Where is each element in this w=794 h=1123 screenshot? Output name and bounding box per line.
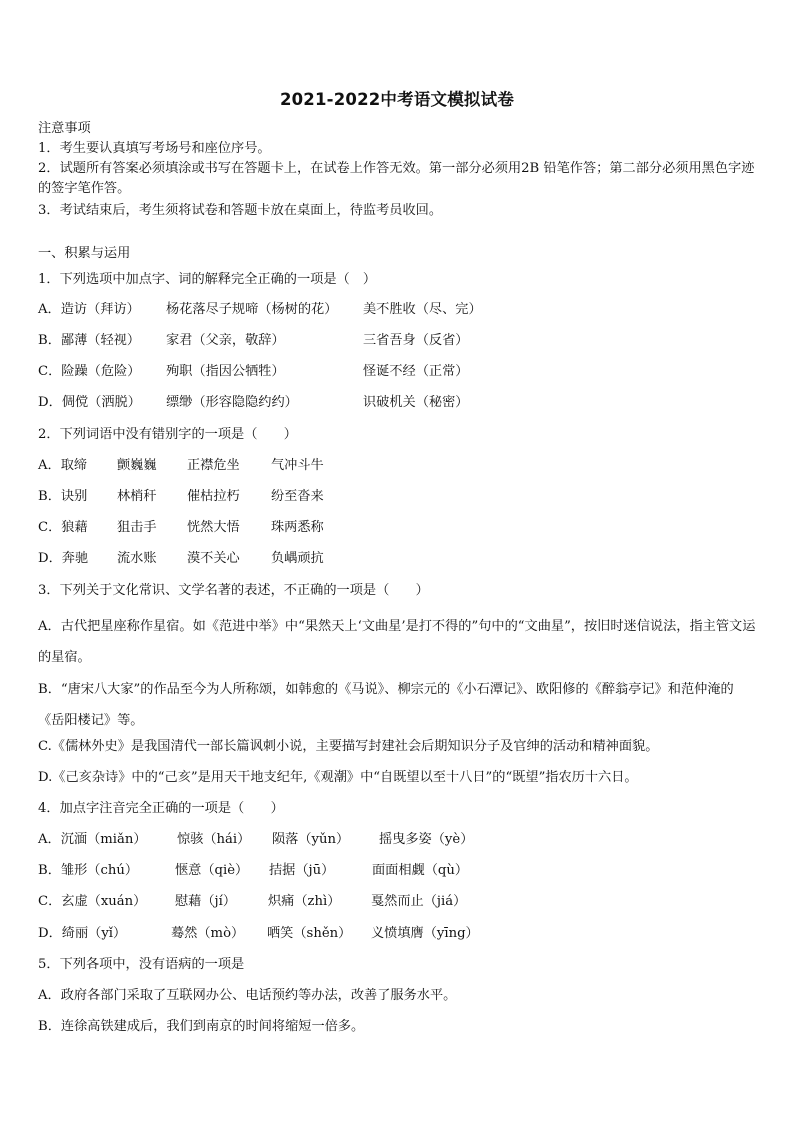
q4-c-part2: 慰藉（jí） xyxy=(175,894,237,909)
q1-stem: 1．下列选项中加点字、词的解释完全正确的一项是（ ） xyxy=(38,272,377,287)
q2-a-part1: A．取缔 xyxy=(38,458,88,473)
notice-item-3: 3．考试结束后，考生须将试卷和答题卡放在桌面上，待监考员收回。 xyxy=(38,203,443,218)
q3-option-c: C.《儒林外史》是我国清代一部长篇讽刺小说，主要描写封建社会后期知识分子及官绅的活动和精神面貌。 xyxy=(38,739,659,754)
q2-c-part1: C．狼藉 xyxy=(38,520,88,535)
page-title: 2021-2022中考语文模拟试卷 xyxy=(279,90,515,109)
q4-b-part1: B．雏形（chú） xyxy=(38,863,139,878)
section-heading: 一、积累与运用 xyxy=(38,246,131,261)
notice-item-1: 1．考生要认真填写考场号和座位序号。 xyxy=(38,141,271,156)
q2-a-part2: 颤巍巍 xyxy=(117,458,157,473)
q4-a-part2: 惊骇（hái） xyxy=(177,832,251,847)
q2-d-part1: D．奔驰 xyxy=(38,551,89,566)
q2-c-part3: 恍然大悟 xyxy=(187,520,240,535)
q2-d-part2: 流水账 xyxy=(117,551,157,566)
q1-c-part2: 殉职（指因公牺牲） xyxy=(166,364,285,379)
q5-option-b: B．连徐高铁建成后，我们到南京的时间将缩短一倍多。 xyxy=(38,1019,365,1034)
q4-b-part2: 惬意（qiè） xyxy=(175,863,249,878)
q2-b-part2: 林梢秆 xyxy=(117,489,157,504)
q2-a-part4: 气冲斗牛 xyxy=(271,458,324,473)
q2-d-part4: 负嵎顽抗 xyxy=(271,551,324,566)
q4-b-part4: 面面相觑（qù） xyxy=(372,863,469,878)
q4-d-part3: 哂笑（shěn） xyxy=(267,926,352,941)
notice-heading: 注意事项 xyxy=(38,121,91,136)
q2-c-part4: 珠两悉称 xyxy=(271,520,324,535)
q1-c-part1: C．险躁（危险） xyxy=(38,364,141,379)
q5-stem: 5．下列各项中，没有语病的一项是 xyxy=(38,957,245,972)
q1-b-part3: 三省吾身（反省） xyxy=(363,333,469,348)
q4-stem: 4．加点字注音完全正确的一项是（ ） xyxy=(38,801,284,816)
q3-option-a: A．古代把星座称作星宿。如《范进中举》中“果然天上‘文曲星’是打不得的”句中的“文曲星”，按旧时迷信说法，指主管文运的星宿。 xyxy=(38,619,756,665)
q2-c-part2: 狙击手 xyxy=(117,520,157,535)
q2-b-part4: 纷至沓来 xyxy=(271,489,324,504)
q3-stem: 3．下列关于文化常识、文学名著的表述，不正确的一项是（ ） xyxy=(38,583,429,598)
q4-c-part4: 戛然而止（jiá） xyxy=(371,894,467,909)
q4-c-part3: 炽痛（zhì） xyxy=(268,894,341,909)
q1-b-part2: 家君（父亲，敬辞） xyxy=(166,333,285,348)
q1-b-part1: B．鄙薄（轻视） xyxy=(38,333,141,348)
q1-a-part3: 美不胜收（尽、完） xyxy=(363,302,482,317)
q3-option-b: B．“唐宋八大家”的作品至今为人所称颂，如韩愈的《马说》、柳宗元的《小石潭记》、欧阳修的《醉翁亭记》和范仲淹的《岳阳楼记》等。 xyxy=(38,682,734,728)
q2-a-part3: 正襟危坐 xyxy=(187,458,240,473)
q1-d-part2: 缥缈（形容隐隐约约） xyxy=(166,395,298,410)
q2-b-part3: 催枯拉朽 xyxy=(187,489,240,504)
q2-b-part1: B．诀别 xyxy=(38,489,88,504)
q1-d-part3: 识破机关（秘密） xyxy=(363,395,469,410)
q4-d-part4: 义愤填膺（yīng） xyxy=(371,926,479,941)
q1-c-part3: 怪诞不经（正常） xyxy=(363,364,469,379)
notice-item-2: 2．试题所有答案必须填涂或书写在答题卡上，在试卷上作答无效。第一部分必须用2B 铅笔作答；第二部分必须用黑色字迹的签字笔作答。 xyxy=(38,161,755,196)
q2-d-part3: 漠不关心 xyxy=(187,551,240,566)
q4-d-part2: 蓦然（mò） xyxy=(171,926,245,941)
q4-a-part1: A．沉湎（miǎn） xyxy=(38,832,147,847)
q1-d-part1: D．倜傥（洒脱） xyxy=(38,395,141,410)
q5-option-a: A．政府各部门采取了互联网办公、电话预约等办法，改善了服务水平。 xyxy=(38,988,457,1003)
q4-d-part1: D．绮丽（yǐ） xyxy=(38,926,127,941)
q4-c-part1: C．玄虚（xuán） xyxy=(38,894,147,909)
q1-a-part1: A．造访（拜访） xyxy=(38,302,140,317)
q4-b-part3: 拮据（jū） xyxy=(269,863,335,878)
q4-a-part3: 陨落（yǔn） xyxy=(272,832,350,847)
q4-a-part4: 摇曳多姿（yè） xyxy=(379,832,474,847)
q1-a-part2: 杨花落尽子规啼（杨树的花） xyxy=(166,302,338,317)
q3-option-d: D.《己亥杂诗》中的“己亥”是用天干地支纪年,《观潮》中“自既望以至十八日”的“既望”指农历十六日。 xyxy=(38,770,638,785)
q2-stem: 2．下列词语中没有错别字的一项是（ ） xyxy=(38,427,297,442)
